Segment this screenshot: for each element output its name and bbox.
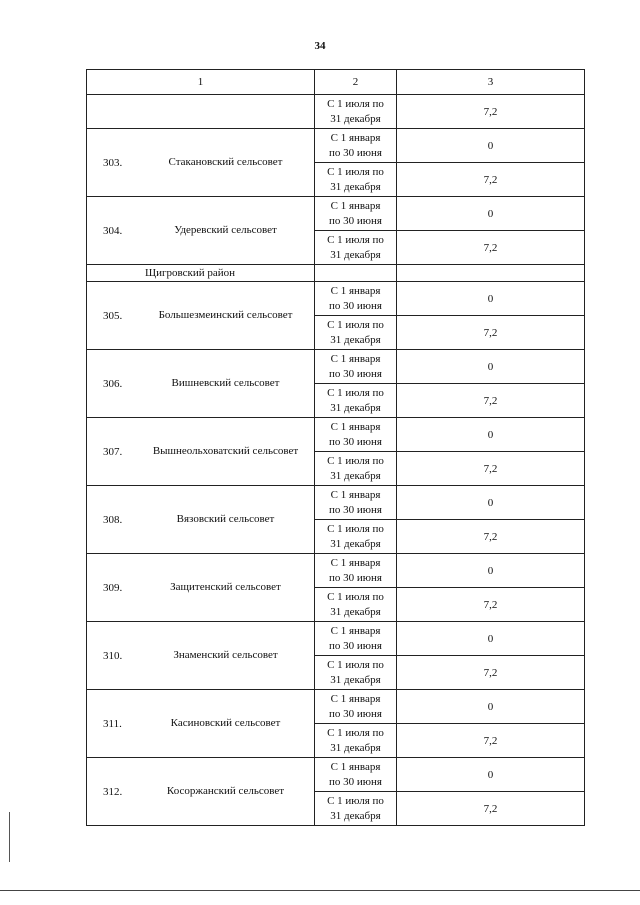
value-cell: 7,2 [397, 384, 585, 418]
settlement-name: Знаменский сельсовет [173, 649, 278, 661]
table-row [87, 282, 585, 316]
scan-margin-line [9, 812, 10, 862]
period-cell: С 1 января по 30 июня [315, 129, 397, 163]
header-col-1: 1 [87, 70, 315, 95]
period-cell: С 1 июля по 31 декабря [315, 452, 397, 486]
period-cell: С 1 января по 30 июня [315, 486, 397, 520]
table-row [87, 622, 585, 656]
settlement-name: Косоржанский сельсовет [166, 785, 285, 797]
value-cell: 7,2 [397, 520, 585, 554]
row-number: 305. [103, 309, 123, 322]
row-number: 310. [103, 649, 123, 662]
value-cell: 0 [397, 758, 585, 792]
period-cell: С 1 июля по 31 декабря [315, 724, 397, 758]
period-cell: С 1 января по 30 июня [315, 690, 397, 724]
value-cell: 0 [397, 690, 585, 724]
value-cell: 0 [397, 622, 585, 656]
table-row [87, 418, 585, 452]
row-number: 303. [103, 156, 123, 169]
period-cell: С 1 июля по 31 декабря [315, 792, 397, 826]
empty-cell [315, 265, 397, 282]
settlement-name: Вишневский сельсовет [171, 377, 280, 389]
value-cell: 7,2 [397, 588, 585, 622]
settlement-cell [87, 197, 315, 265]
row-number: 312. [103, 785, 123, 798]
tax-rate-table [86, 69, 585, 826]
value-cell: 0 [397, 282, 585, 316]
row-number: 304. [103, 224, 123, 237]
table-row [87, 758, 585, 792]
settlement-cell [87, 129, 315, 197]
header-col-2: 2 [315, 70, 397, 95]
period-cell: С 1 июля по 31 декабря [315, 95, 397, 129]
district-row [87, 265, 585, 282]
settlement-cell [87, 282, 315, 350]
district-name: Щигровский район [87, 265, 315, 282]
period-cell: С 1 июля по 31 декабря [315, 520, 397, 554]
period-cell: С 1 января по 30 июня [315, 350, 397, 384]
value-cell: 0 [397, 350, 585, 384]
period-cell: С 1 января по 30 июня [315, 758, 397, 792]
period-cell: С 1 января по 30 июня [315, 418, 397, 452]
settlement-cell [87, 690, 315, 758]
period-cell: С 1 июля по 31 декабря [315, 656, 397, 690]
settlement-name: Касиновский сельсовет [170, 717, 281, 729]
page-number: 34 [314, 40, 326, 52]
table-row [87, 350, 585, 384]
header-row [87, 70, 585, 95]
settlement-cell [87, 554, 315, 622]
value-cell: 0 [397, 554, 585, 588]
settlement-name: Большезмеинский сельсовет [158, 309, 293, 321]
settlement-name: Защитенский сельсовет [170, 581, 281, 593]
period-cell: С 1 января по 30 июня [315, 282, 397, 316]
value-cell: 0 [397, 486, 585, 520]
period-cell: С 1 января по 30 июня [315, 622, 397, 656]
settlement-name: Стакановский сельсовет [168, 156, 283, 168]
period-cell: С 1 июля по 31 декабря [315, 384, 397, 418]
table-row [87, 486, 585, 520]
value-cell: 7,2 [397, 163, 585, 197]
empty-cell [397, 265, 585, 282]
settlement-cell [87, 418, 315, 486]
table-row [87, 690, 585, 724]
period-cell: С 1 июля по 31 декабря [315, 163, 397, 197]
period-cell: С 1 января по 30 июня [315, 197, 397, 231]
row-number: 307. [103, 445, 123, 458]
value-cell: 0 [397, 129, 585, 163]
value-cell: 7,2 [397, 452, 585, 486]
table-row [87, 197, 585, 231]
value-cell: 7,2 [397, 724, 585, 758]
period-cell: С 1 июля по 31 декабря [315, 231, 397, 265]
value-cell: 7,2 [397, 231, 585, 265]
settlement-cell [87, 758, 315, 826]
value-cell: 0 [397, 418, 585, 452]
settlement-cell [87, 622, 315, 690]
settlement-cell [87, 486, 315, 554]
table-row [87, 129, 585, 163]
table-body [87, 95, 585, 826]
row-number: 309. [103, 581, 123, 594]
value-cell: 7,2 [397, 792, 585, 826]
header-col-3: 3 [397, 70, 585, 95]
row-number: 306. [103, 377, 123, 390]
row-number: 308. [103, 513, 123, 526]
settlement-name: Удеревский сельсовет [174, 224, 277, 236]
value-cell: 0 [397, 197, 585, 231]
table-row [87, 554, 585, 588]
table-row [87, 95, 585, 129]
period-cell: С 1 июля по 31 декабря [315, 316, 397, 350]
period-cell: С 1 июля по 31 декабря [315, 588, 397, 622]
settlement-cell [87, 350, 315, 418]
empty-cell [87, 95, 315, 129]
value-cell: 7,2 [397, 656, 585, 690]
period-cell: С 1 января по 30 июня [315, 554, 397, 588]
row-number: 311. [103, 717, 122, 730]
settlement-name: Вязовский сельсовет [176, 513, 275, 525]
scan-bottom-line [0, 890, 640, 891]
value-cell: 7,2 [397, 95, 585, 129]
settlement-name: Вышнеольховатский сельсовет [152, 445, 299, 457]
value-cell: 7,2 [397, 316, 585, 350]
